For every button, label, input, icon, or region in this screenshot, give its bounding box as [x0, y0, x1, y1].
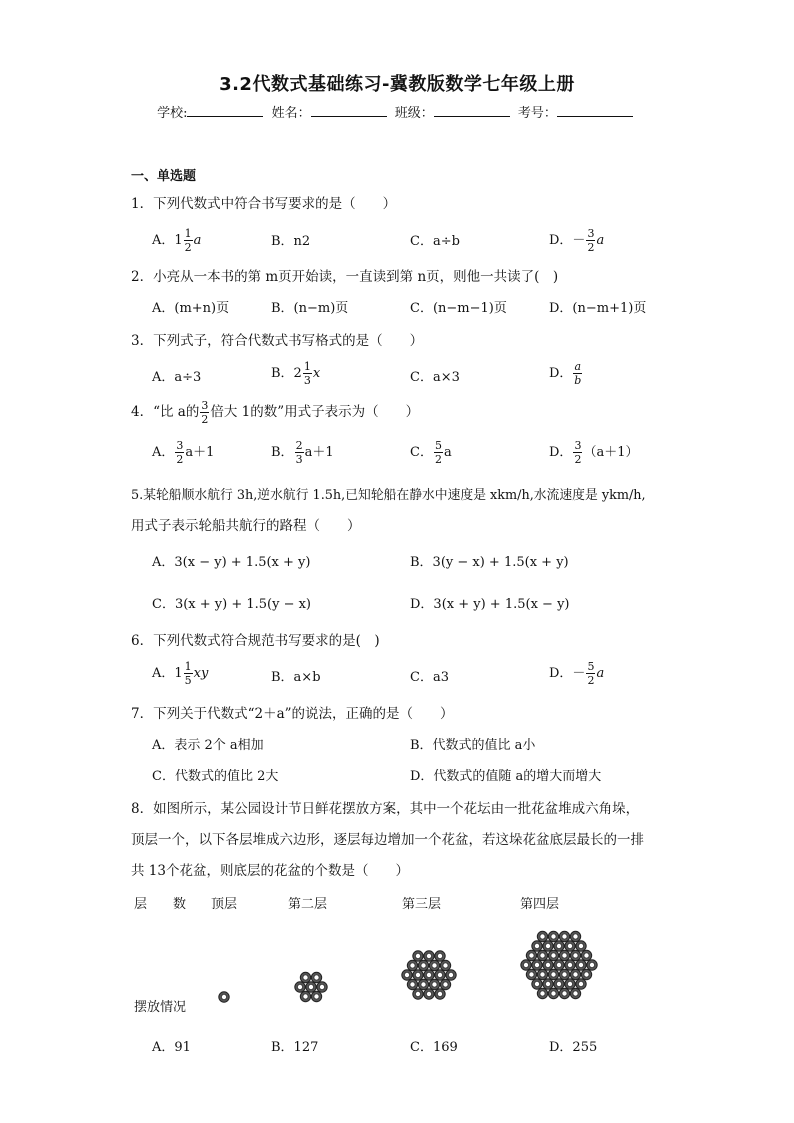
flowerpot-4 [565, 941, 575, 951]
q6-option-a: A．1 $\frac{1}{5}$ xy [152, 660, 209, 687]
flowerpot-hole [415, 972, 420, 977]
flowerpot-hole [221, 994, 226, 999]
flowerpot-4 [548, 988, 558, 998]
class-blank [434, 104, 510, 117]
flowerpot-4 [526, 969, 536, 979]
flowerpot-4 [570, 988, 580, 998]
flowerpot-4 [559, 988, 569, 998]
q8-option-b: B．127 [271, 1040, 319, 1055]
figure-layers-label: 层 数 [134, 897, 187, 912]
q5-option-b: B．3(y − x) + 1.5(x + y) [410, 555, 569, 570]
q4-option-d: D． $\frac{3}{2}$ （a＋1） [549, 439, 639, 466]
flowerpot-hole [567, 943, 572, 948]
flowerpot-hole [404, 972, 409, 977]
q2-option-c: C．(n−m−1)页 [410, 301, 507, 316]
flowerpot-3 [440, 960, 450, 970]
flowerpot-hole [562, 972, 567, 977]
q4-option-a: A． $\frac{3}{2}$ a＋1 [152, 439, 215, 466]
class-label: 班级： [394, 106, 434, 121]
flowerpot-1 [219, 992, 229, 1002]
flowerpot-3 [429, 960, 439, 970]
flowerpot-3 [407, 960, 417, 970]
question-4-stem: 4．“比 a的 $\frac{3}{2}$ 倍大 1的数”用式子表示为（ ） [131, 399, 420, 426]
flowerpot-hole [410, 963, 415, 968]
flowerpot-hole [578, 981, 583, 986]
flowerpot-3 [424, 951, 434, 961]
flowerpot-4 [543, 979, 553, 989]
flowerpot-hole [432, 982, 437, 987]
flowerpot-hole [319, 984, 324, 989]
q6-option-d: D．－ $\frac{5}{2}$ a [549, 660, 605, 687]
figure-arrangement-label: 摆放情况 [134, 1000, 187, 1015]
flowerpot-hole [556, 962, 561, 967]
flowerpot-4 [537, 969, 547, 979]
page-title: 3.2代数式基础练习-冀教版数学七年级上册 [219, 74, 575, 95]
flowerpot-2 [311, 991, 321, 1001]
exam-label: 考号： [517, 106, 557, 121]
flowerpot-hole [540, 991, 545, 996]
name-blank [311, 104, 387, 117]
flowerpot-hole [545, 943, 550, 948]
question-5-stem-line2: 用式子表示轮船共航行的路程（ ） [131, 518, 361, 534]
name-label: 姓名： [271, 106, 311, 121]
question-1-stem: 1．下列代数式中符合书写要求的是（ ） [131, 196, 397, 212]
figure-fourth-layer-label: 第四层 [520, 897, 560, 912]
q8-option-a: A．91 [152, 1040, 191, 1055]
flowerpot-hole [437, 991, 442, 996]
question-8-stem-line2: 顶层一个，以下各层堆成六边形，逐层每边增加一个花盆，若这垛花盆底层最长的一排 [131, 832, 644, 848]
flowerpot-hole [314, 994, 319, 999]
flowerpot-hole [545, 962, 550, 967]
q1-option-c: C．a÷b [410, 234, 460, 249]
flowerpot-hole [437, 972, 442, 977]
flowerpot-2 [295, 982, 305, 992]
flowerpot-hole [562, 934, 567, 939]
flowerpot-hole [529, 953, 534, 958]
flowerpot-4 [554, 979, 564, 989]
flowerpot-hole [540, 934, 545, 939]
q2-option-a: A．(m+n)页 [152, 301, 230, 316]
flowerpot-hole [573, 972, 578, 977]
flowerpot-4 [581, 969, 591, 979]
flowerpot-4 [576, 941, 586, 951]
flowerpot-4 [526, 950, 536, 960]
student-info-line [0, 102, 794, 121]
flowerpot-3 [402, 970, 412, 980]
flowerpot-4 [581, 950, 591, 960]
flowerpot-3 [424, 970, 434, 980]
flowerpot-2 [306, 982, 316, 992]
flowerpot-hole [303, 975, 308, 980]
flowerpot-hole [567, 962, 572, 967]
flowerpot-hole [578, 962, 583, 967]
flowerpot-4 [548, 969, 558, 979]
flowerpot-hole [297, 984, 302, 989]
flowerpot-4 [532, 960, 542, 970]
flowerpot-4 [570, 950, 580, 960]
q1-option-d: D．－ $\frac{3}{2}$ a [549, 227, 605, 254]
flowerpot-3 [418, 979, 428, 989]
flowerpot-4 [537, 988, 547, 998]
q2-option-b: B．(n−m)页 [271, 301, 349, 316]
flowerpot-2 [317, 982, 327, 992]
flowerpot-hole [426, 953, 431, 958]
flowerpot-hole [578, 943, 583, 948]
flowerpot-4 [548, 950, 558, 960]
flowerpot-hole [415, 991, 420, 996]
flowerpot-hole [534, 981, 539, 986]
q6-option-b: B．a×b [271, 670, 321, 685]
flowerpot-4 [532, 979, 542, 989]
flowerpot-hole [573, 991, 578, 996]
flowerpot-4 [570, 969, 580, 979]
q6-option-c: C．a3 [410, 670, 449, 685]
flowerpot-hole [551, 991, 556, 996]
q3-option-d: D． $\frac{a}{b}$ [549, 360, 582, 387]
figure-top-layer-label: 顶层 [211, 897, 238, 912]
flowerpot-3 [429, 979, 439, 989]
flowerpot-4 [565, 960, 575, 970]
flowerpot-3 [413, 989, 423, 999]
flowerpot-4 [521, 960, 531, 970]
flowerpot-hole [308, 984, 313, 989]
flowerpot-2 [311, 972, 321, 982]
q8-option-d: D．255 [549, 1040, 598, 1055]
q7-option-a: A．表示 2个 a相加 [152, 738, 264, 753]
question-8-stem-line1: 8．如图所示，某公园设计节日鲜花摆放方案，其中一个花坛由一批花盆堆成六角垛， [131, 801, 640, 817]
q3-option-b: B．2 $\frac{1}{3}$ x [271, 360, 321, 387]
flowerpot-4 [554, 960, 564, 970]
flowerpot-hole [426, 972, 431, 977]
flowerpot-hole [437, 953, 442, 958]
figure-second-layer-label: 第二层 [288, 897, 328, 912]
flowerpot-4 [570, 931, 580, 941]
flowerpot-hole [573, 953, 578, 958]
flowerpot-3 [413, 970, 423, 980]
flowerpot-hole [303, 994, 308, 999]
flowerpot-hole [551, 972, 556, 977]
flowerpot-4 [565, 979, 575, 989]
flowerpot-3 [435, 951, 445, 961]
flowerpot-hole [584, 972, 589, 977]
exam-blank [557, 104, 633, 117]
flowerpot-hole [443, 963, 448, 968]
flowerpot-hole [556, 981, 561, 986]
q4-option-b: B． $\frac{2}{3}$ a＋1 [271, 439, 334, 466]
figure-third-layer-label: 第三层 [402, 897, 442, 912]
flowerpot-hole [426, 991, 431, 996]
q5-option-a: A．3(x − y) + 1.5(x + y) [152, 555, 311, 570]
flowerpot-4 [543, 960, 553, 970]
q7-option-d: D．代数式的值随 a的增大而增大 [410, 769, 602, 784]
flowerpot-2 [300, 991, 310, 1001]
flowerpot-hole [562, 991, 567, 996]
flowerpot-3 [424, 989, 434, 999]
flowerpot-4 [559, 950, 569, 960]
flowerpot-hole [551, 953, 556, 958]
question-8-stem-line3: 共 13个花盆，则底层的花盆的个数是（ ） [131, 863, 409, 879]
q1-option-a: A．1 $\frac{1}{2}$ a [152, 227, 202, 254]
flowerpot-3 [418, 960, 428, 970]
q7-option-b: B．代数式的值比 a小 [410, 738, 536, 753]
question-6-stem: 6．下列代数式符合规范书写要求的是( ) [131, 633, 380, 649]
flowerpot-3 [435, 989, 445, 999]
flowerpot-hole [534, 943, 539, 948]
flowerpot-hole [573, 934, 578, 939]
q4-option-c: C． $\frac{5}{2}$ a [410, 439, 452, 466]
flowerpot-4 [559, 931, 569, 941]
flowerpot-3 [446, 970, 456, 980]
flowerpot-hole [567, 981, 572, 986]
flowerpot-4 [548, 931, 558, 941]
q2-option-d: D．(n−m+1)页 [549, 301, 647, 316]
flowerpot-hole [421, 963, 426, 968]
question-7-stem: 7．下列关于代数式“2＋a”的说法，正确的是（ ） [131, 706, 454, 722]
flowerpot-hole [540, 953, 545, 958]
flowerpot-3 [440, 979, 450, 989]
q3-option-c: C．a×3 [410, 370, 460, 385]
flowerpot-hole [562, 953, 567, 958]
flowerpot-4 [576, 960, 586, 970]
flowerpot-2 [300, 972, 310, 982]
question-2-stem: 2．小亮从一本书的第 m页开始读，一直读到第 n页，则他一共读了( ) [131, 269, 559, 285]
flowerpot-hole [551, 934, 556, 939]
question-5-stem-line1: 5.某轮船顺水航行 3h,逆水航行 1.5h,已知轮船在静水中速度是 xkm/h,水流速度是 ykm/h, [131, 488, 646, 503]
flowerpot-4 [559, 969, 569, 979]
flowerpot-hole [529, 972, 534, 977]
question-3-stem: 3．下列式子，符合代数式书写格式的是（ ） [131, 333, 424, 349]
flowerpot-4 [587, 960, 597, 970]
flowerpot-3 [413, 951, 423, 961]
flowerpot-hole [534, 962, 539, 967]
flowerpot-hole [421, 982, 426, 987]
q5-option-d: D．3(x + y) + 1.5(x − y) [410, 597, 570, 612]
flowerpot-4 [576, 979, 586, 989]
flowerpot-hole [443, 982, 448, 987]
flowerpot-hole [545, 981, 550, 986]
flowerpot-hole [556, 943, 561, 948]
section-heading: 一、单选题 [131, 169, 197, 184]
flowerpot-hole [410, 982, 415, 987]
q8-option-c: C．169 [410, 1040, 458, 1055]
flowerpot-4 [537, 950, 547, 960]
school-blank [187, 104, 263, 117]
q7-option-c: C．代数式的值比 2大 [152, 769, 279, 784]
flowerpot-3 [435, 970, 445, 980]
flowerpot-hole [432, 963, 437, 968]
q5-option-c: C．3(x + y) + 1.5(y − x) [152, 597, 312, 612]
q1-option-b: B．n2 [271, 234, 311, 249]
flowerpot-4 [532, 941, 542, 951]
flowerpot-hole [540, 972, 545, 977]
flowerpot-hole [448, 972, 453, 977]
flowerpot-hole [415, 953, 420, 958]
flowerpot-3 [407, 979, 417, 989]
flowerpot-hole [523, 962, 528, 967]
flowerpot-4 [543, 941, 553, 951]
school-label: 学校: [157, 106, 188, 121]
q3-option-a: A．a÷3 [152, 370, 202, 385]
flowerpot-4 [554, 941, 564, 951]
flowerpot-hole [314, 975, 319, 980]
flowerpot-hole [589, 962, 594, 967]
flowerpot-4 [537, 931, 547, 941]
flowerpot-hole [584, 953, 589, 958]
